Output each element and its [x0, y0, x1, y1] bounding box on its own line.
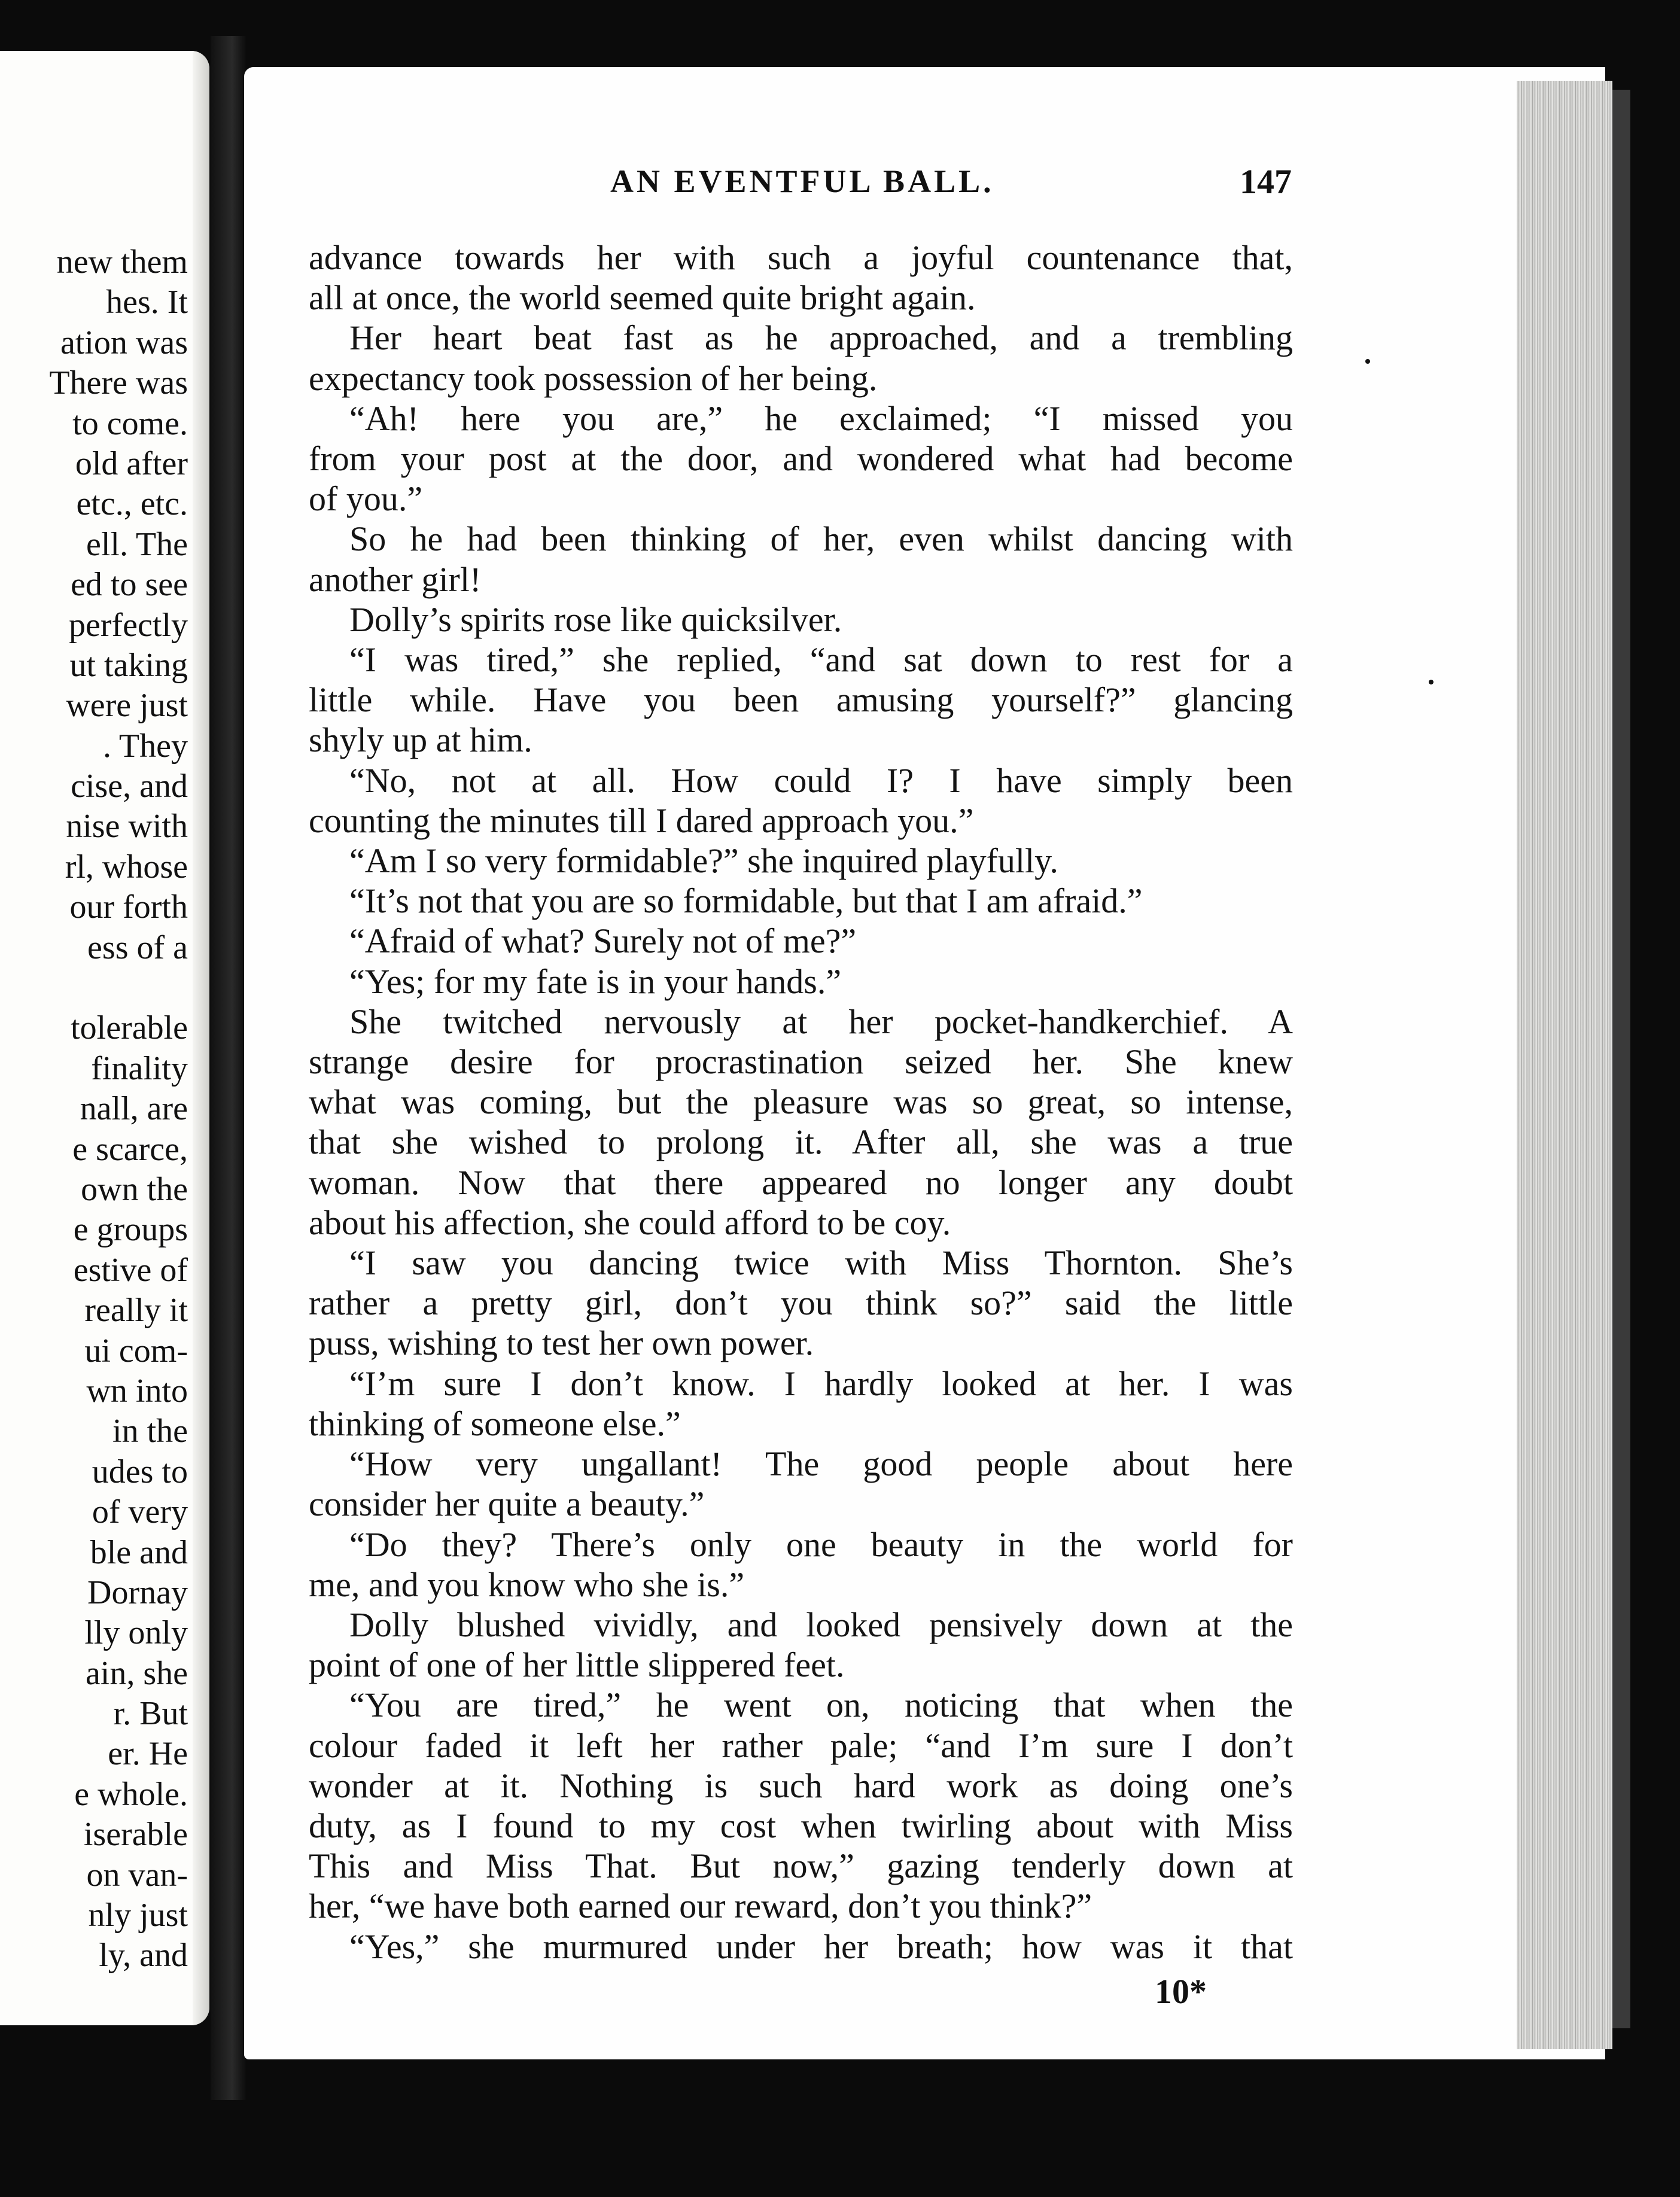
left-page-line: ell. The	[86, 525, 188, 563]
left-page-line: cise, and	[71, 768, 188, 805]
body-text	[309, 238, 1293, 1967]
page-edges	[1517, 81, 1612, 2049]
text-line: me, and you know who she is.”	[309, 1565, 745, 1604]
left-page-line: Dornay	[87, 1574, 188, 1611]
left-page-line: nly just	[88, 1897, 188, 1934]
left-page-line: tolerable	[71, 1009, 188, 1047]
signature-mark: 10*	[1155, 1972, 1207, 2011]
text-line: “Ah! here you are,” he exclaimed; “I missed you	[349, 398, 1293, 438]
left-page-line	[0, 968, 188, 1008]
left-page-line: ly, and	[99, 1937, 188, 1974]
text-line: So he had been thinking of her, even whilst dancing with	[349, 519, 1293, 559]
text-line: expectancy took possession of her being.	[309, 358, 878, 398]
text-line: all at once, the world seemed quite bright again.	[309, 278, 976, 318]
text-line: “Am I so very formidable?” she inquired playfully.	[349, 841, 1058, 881]
text-line: “How very ungallant! The good people about here	[349, 1444, 1293, 1484]
left-page-line: ess of a	[87, 929, 188, 966]
left-page-line: nise with	[66, 808, 188, 845]
text-line: “I was tired,” she replied, “and sat down to rest for a	[349, 640, 1293, 680]
text-line: strange desire for procrastination seized her. She knew	[309, 1042, 1293, 1082]
left-page-line: r. But	[113, 1695, 188, 1733]
text-line: Her heart beat fast as he approached, and a trembling	[349, 318, 1293, 358]
text-line: “You are tired,” he went on, noticing that when the	[349, 1685, 1293, 1725]
left-page-line: etc., etc.	[76, 485, 188, 523]
text-line: another girl!	[309, 559, 482, 599]
paper-speck	[1365, 359, 1370, 364]
left-page-line: wn into	[86, 1372, 188, 1410]
left-page-line: iserable	[83, 1816, 188, 1854]
left-page-line: old after	[75, 445, 188, 482]
left-page-line: finality	[91, 1049, 188, 1087]
text-line: of you.”	[309, 479, 423, 519]
left-page-line: perfectly	[69, 606, 188, 644]
left-page-line: own the	[81, 1170, 188, 1208]
left-page-line: really it	[84, 1292, 188, 1329]
left-page-line: ain, she	[85, 1654, 188, 1692]
text-line: that she wished to prolong it. After all, she was a true	[309, 1122, 1293, 1162]
left-page-line: of very	[92, 1493, 188, 1531]
text-line: consider her quite a beauty.”	[309, 1484, 705, 1524]
running-title: AN EVENTFUL BALL.	[610, 163, 994, 199]
text-line: rather a pretty girl, don’t you think so?” said the little	[309, 1283, 1293, 1323]
left-page-line: ble and	[90, 1533, 188, 1571]
left-page-line: our forth	[69, 888, 188, 926]
text-line: wonder at it. Nothing is such hard work as doing one’s	[309, 1766, 1293, 1805]
text-line: “I saw you dancing twice with Miss Thornton. She’s	[349, 1243, 1293, 1283]
page-number: 147	[1240, 162, 1292, 201]
text-line: woman. Now that there appeared no longer any doubt	[309, 1163, 1293, 1202]
left-gutter	[193, 51, 209, 2025]
text-line: puss, wishing to test her own power.	[309, 1323, 814, 1363]
left-page-line: ation was	[60, 324, 188, 361]
left-page-line: in the	[112, 1413, 188, 1450]
left-page-line: . They	[102, 727, 188, 765]
book-spine	[211, 36, 246, 2100]
left-page-line: estive of	[73, 1251, 188, 1289]
paper-speck	[1429, 680, 1434, 684]
text-line: thinking of someone else.”	[309, 1404, 681, 1443]
left-page-line: on van-	[86, 1856, 188, 1894]
left-page-line: rl, whose	[65, 848, 188, 886]
text-line: what was coming, but the pleasure was so great, so intense,	[309, 1082, 1293, 1122]
text-line: point of one of her little slippered feet.	[309, 1645, 845, 1685]
text-line: “Yes,” she murmured under her breath; how was it that	[349, 1927, 1293, 1966]
text-line: duty, as I found to my cost when twirling about with Miss	[309, 1806, 1293, 1845]
left-page-line: er. He	[108, 1735, 188, 1773]
left-page-line: lly only	[84, 1614, 188, 1652]
left-page-line: e scarce,	[72, 1130, 188, 1168]
text-line: “I’m sure I don’t know. I hardly looked at her. I was	[349, 1364, 1293, 1403]
left-page-line: e whole.	[74, 1775, 188, 1813]
text-line: little while. Have you been amusing yourself?” glancing	[309, 680, 1293, 720]
left-page-line: hes. It	[106, 284, 188, 321]
left-page-text	[0, 242, 188, 1976]
left-page-line: ed to see	[71, 566, 188, 604]
text-line: She twitched nervously at her pocket-handkerchief. A	[349, 1002, 1293, 1041]
left-page-line: udes to	[92, 1453, 188, 1490]
text-line: “Yes; for my fate is in your hands.”	[349, 961, 842, 1001]
text-line: “No, not at all. How could I? I have simply been	[349, 760, 1293, 800]
text-line: counting the minutes till I dared approach you.”	[309, 801, 974, 840]
text-line: shyly up at him.	[309, 720, 532, 760]
text-line: “Afraid of what? Surely not of me?”	[349, 921, 857, 961]
text-line: Dolly’s spirits rose like quicksilver.	[349, 600, 842, 639]
left-page	[0, 51, 209, 2025]
text-line: “It’s not that you are so formidable, but that I am afraid.”	[349, 881, 1143, 921]
text-line: her, “we have both earned our reward, don’t you think?”	[309, 1886, 1092, 1926]
text-line: Dolly blushed vividly, and looked pensively down at the	[349, 1605, 1293, 1644]
text-line: about his affection, she could afford to be coy.	[309, 1203, 951, 1242]
left-page-line: There was	[49, 364, 188, 402]
text-line: This and Miss That. But now,” gazing tenderly down at	[309, 1846, 1293, 1886]
left-page-line: new them	[56, 244, 188, 281]
left-page-line: were just	[66, 687, 188, 725]
left-page-line: nall, are	[80, 1090, 188, 1128]
left-page-line: ut taking	[69, 646, 188, 684]
left-page-line: ui com-	[84, 1332, 188, 1370]
cover-edge	[1612, 90, 1630, 2028]
text-line: advance towards her with such a joyful countenance that,	[309, 238, 1293, 277]
text-line: from your post at the door, and wondered what had become	[309, 439, 1293, 479]
text-line: colour faded it left her rather pale; “and I’m sure I don’t	[309, 1726, 1293, 1765]
left-page-line: e groups	[73, 1211, 188, 1249]
text-line: “Do they? There’s only one beauty in the world for	[349, 1524, 1293, 1564]
left-page-line: to come.	[72, 404, 188, 442]
